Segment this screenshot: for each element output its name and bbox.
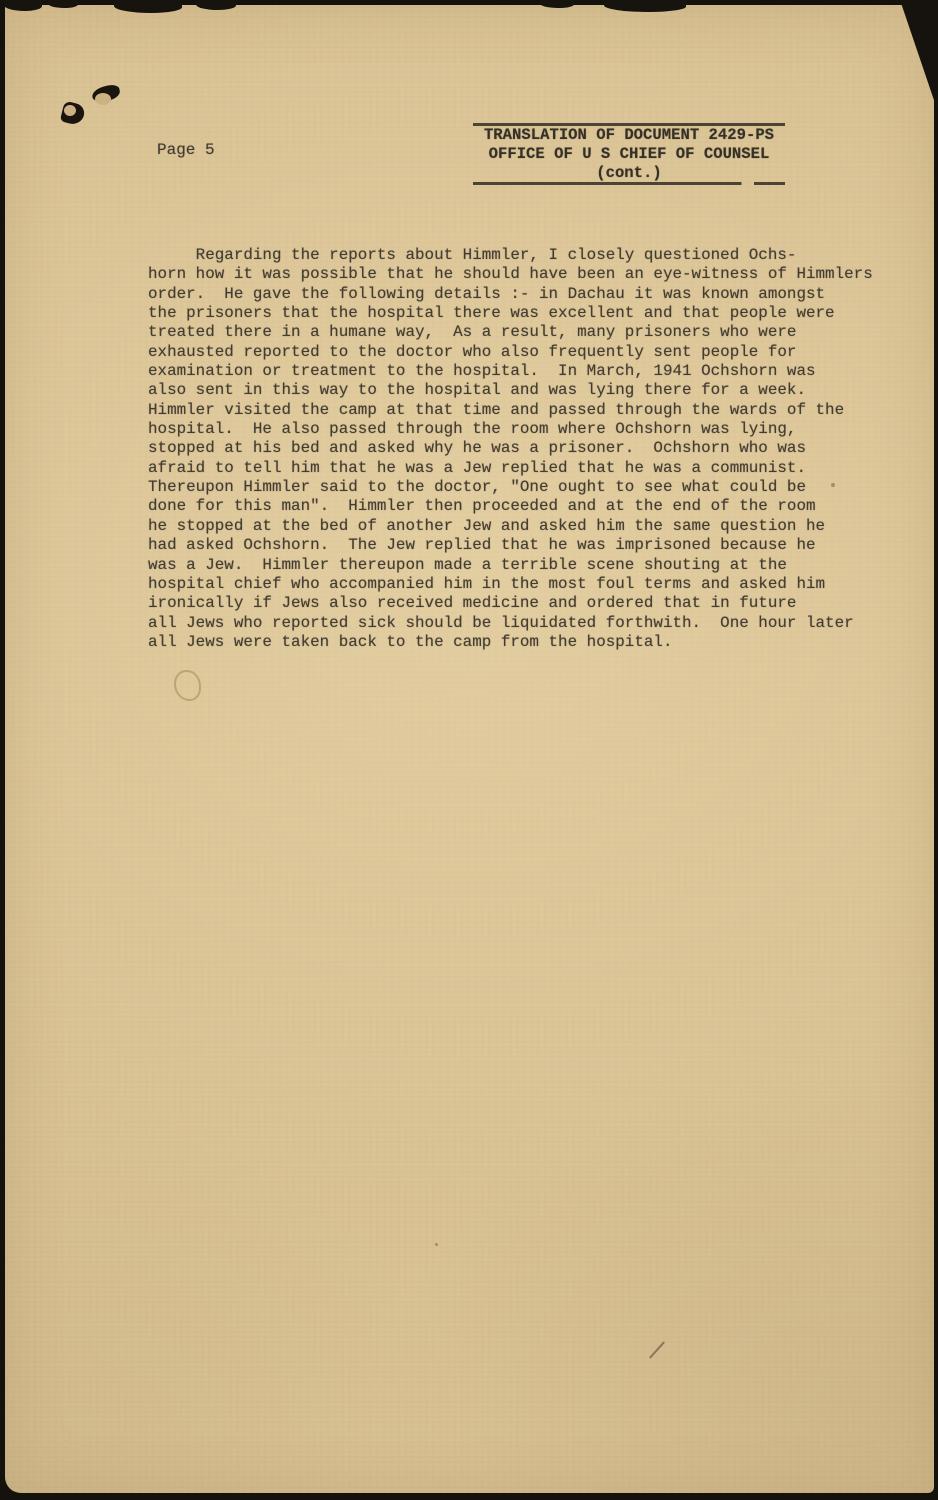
scan-edge-blob <box>196 0 236 10</box>
text-line: afraid to tell him that he was a Jew replied that he was a communist. <box>148 458 806 477</box>
paper-sheet <box>5 5 934 1493</box>
text-line: Regarding the reports about Himmler, I closely questioned Ochs- <box>148 246 797 264</box>
torn-corner-shadow <box>900 0 938 112</box>
text-line: horn how it was possible that he should have been an eye-witness of Himmlers <box>148 265 873 284</box>
paper-speck <box>831 483 835 487</box>
document-body <box>148 246 908 652</box>
pencil-circle-mark <box>174 670 201 701</box>
text-line: all Jews who reported sick should be liquidated forthwith. One hour later <box>148 613 854 632</box>
stamp-cont: (cont.) <box>596 164 662 182</box>
text-line: stopped at his bed and asked why he was a prisoner. Ochshorn who was <box>148 439 806 458</box>
scan-edge-blob <box>4 0 42 11</box>
text-line: also sent in this way to the hospital and was lying there for a week. <box>148 381 806 400</box>
page-number-label: Page 5 <box>157 141 215 159</box>
stamp-bottom-rule <box>473 182 785 185</box>
text-line: hospital chief who accompanied him in the most foul terms and asked him <box>148 574 826 593</box>
text-line: order. He gave the following details :- in Dachau it was known amongst <box>148 284 826 303</box>
text-line: ironically if Jews also received medicine and ordered that in future <box>148 594 797 613</box>
scan-edge-blob <box>540 0 574 8</box>
ink-blot-hole <box>64 105 76 116</box>
pencil-slash-mark <box>649 1341 665 1359</box>
text-line: treated there in a humane way, As a result, many prisoners who were <box>148 323 797 342</box>
text-line: Thereupon Himmler said to the doctor, "One ought to see what could be <box>148 478 806 497</box>
text-line: was a Jew. Himmler thereupon made a terrible scene shouting at the <box>148 555 787 574</box>
scan-edge-blob <box>48 0 78 8</box>
text-line: he stopped at the bed of another Jew and asked him the same question he <box>148 516 826 535</box>
text-line: examination or treatment to the hospital. In March, 1941 Ochshorn was <box>148 362 816 381</box>
text-line: all Jews were taken back to the camp from the hospital. <box>148 632 673 651</box>
text-line: done for this man". Himmler then proceeded and at the end of the room <box>148 497 816 516</box>
text-line: hospital. He also passed through the room where Ochshorn was lying, <box>148 420 797 439</box>
text-line: Himmler visited the camp at that time and passed through the wards of the <box>148 400 845 419</box>
paper-speck <box>435 1243 438 1246</box>
stamp-title: TRANSLATION OF DOCUMENT 2429-PS <box>483 126 775 144</box>
text-line: the prisoners that the hospital there was excellent and that people were <box>148 304 835 323</box>
ink-blot-hole <box>95 93 111 105</box>
text-line: had asked Ochshorn. The Jew replied that he was imprisoned because he <box>148 536 816 555</box>
text-line: exhausted reported to the doctor who also frequently sent people for <box>148 342 797 361</box>
document-stamp <box>473 123 785 185</box>
stamp-office: OFFICE OF U S CHIEF OF COUNSEL <box>488 145 770 163</box>
